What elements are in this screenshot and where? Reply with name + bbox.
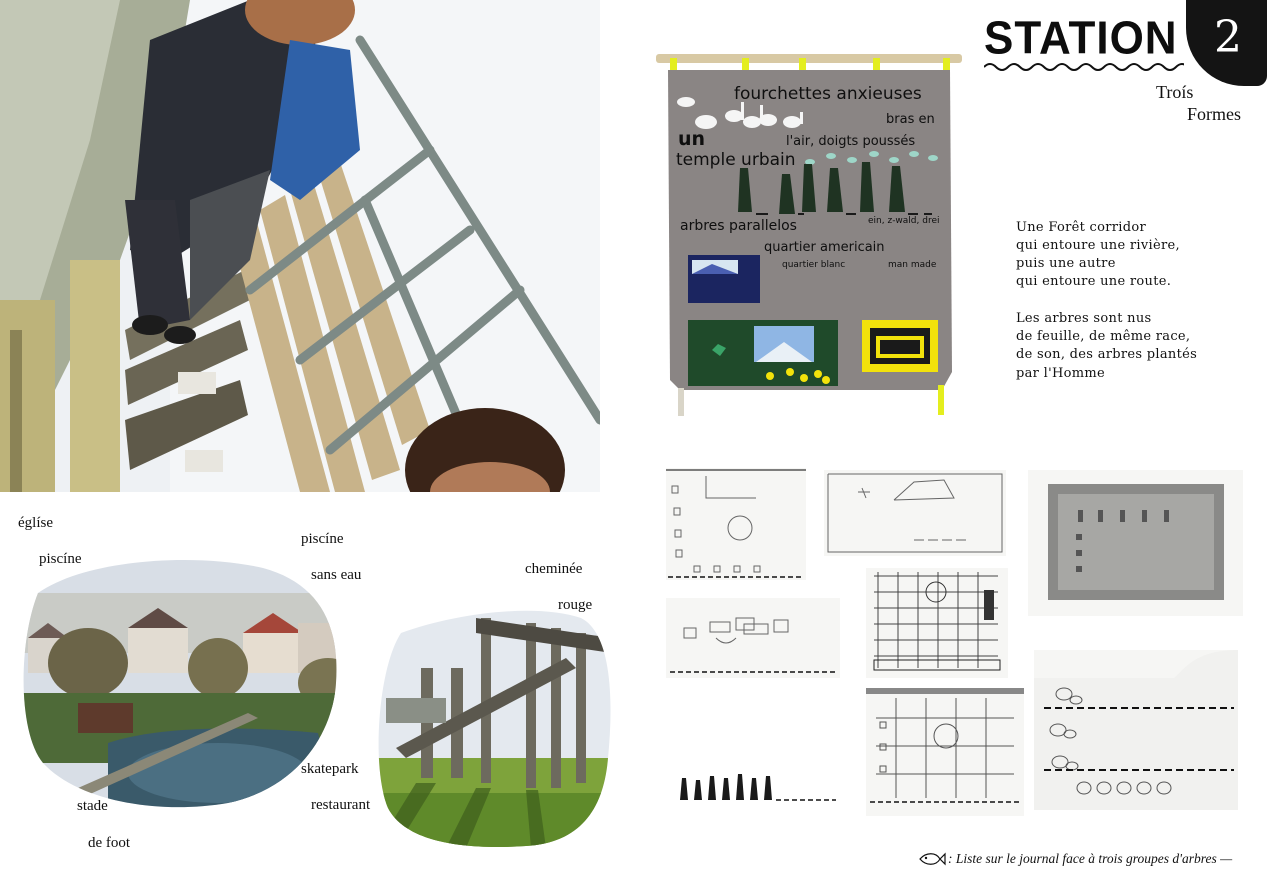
poem-line: de son, des arbres plantés [1016,347,1198,362]
page-title: STATION [984,12,1178,65]
sketch-1 [666,468,806,580]
banner-line5-small: ein, z-wald, drei [868,216,940,226]
banner-line1: fourchettes anxieuses [734,84,922,104]
wavy-underline [984,60,1184,74]
banner-line4: temple urbain [676,150,796,170]
sketch-3 [1028,470,1243,616]
label-rouge: rouge [558,597,593,613]
label-sans-eau: sans eau [311,567,362,583]
banner-line7-left: quartier blanc [782,260,846,270]
label-piscine-left: piscíne [39,551,82,567]
poem-line: par l'Homme [1016,366,1105,381]
sketch-4 [666,598,840,678]
banner-line7-right: man made [888,260,937,270]
station-number: 2 [1214,12,1242,63]
sketch-7 [1034,650,1238,810]
poem-line: Une Forêt corridor [1016,220,1147,235]
banner-line2: bras en [886,112,935,127]
poem-line: Les arbres sont nus [1016,311,1152,326]
banner-line3-left: un [678,128,706,150]
tree-silhouettes [676,770,838,804]
label-stade: stade [77,798,108,814]
banner-line3-right: l'air, doigts poussés [786,134,916,149]
label-cheminee: cheminée [525,561,583,577]
subtitle-line2: Formes [1187,104,1241,124]
banner-line6: quartier americain [764,240,885,255]
stairs-photo [0,0,600,492]
poem-line: puis une autre [1016,256,1116,271]
tower-park-photo [376,608,612,848]
poem-line: qui entoure une route. [1016,274,1172,289]
banner-line5: arbres parallelos [680,218,797,234]
felt-banner [656,50,962,420]
sketch-5 [866,568,1008,678]
label-de-foot: de foot [88,835,131,851]
label-restaurant: restaurant [311,797,371,813]
label-skatepark: skatepark [301,761,359,777]
poem-line: de feuille, de même race, [1016,329,1191,344]
subtitle-line1: Troís [1156,82,1194,102]
footer-caption: : Liste sur le journal face à trois groupes d'arbres — [948,851,1233,866]
town-pond-photo [18,553,338,810]
label-eglise: églíse [18,515,53,531]
label-piscine-right: piscíne [301,531,344,547]
sketch-2 [824,470,1006,556]
poem-line: qui entoure une rivière, [1016,238,1180,253]
sketch-6 [866,688,1024,816]
fish-icon [918,851,946,867]
